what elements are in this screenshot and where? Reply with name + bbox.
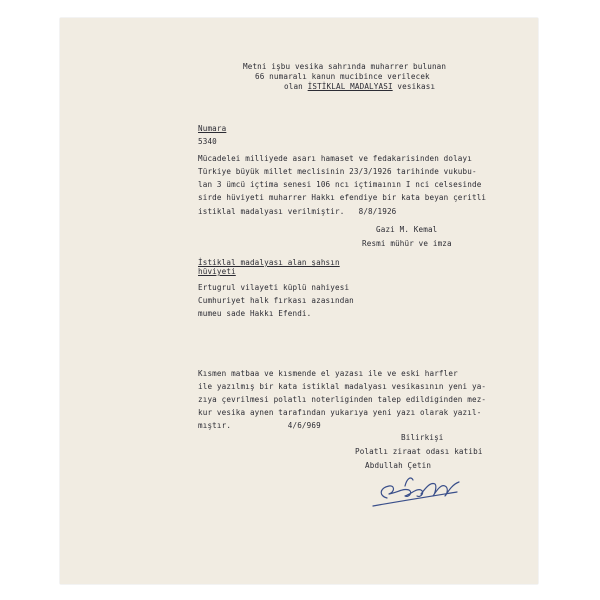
signatory2-line-3: Abdullah Çetin: [365, 461, 432, 470]
document-page: [60, 18, 538, 584]
paragraph1-line-3: lan 3 ümcü içtima senesi 106 ncı içtimaının I nci celsesinde: [198, 180, 482, 189]
signatory2-line-1: Bilirkişi: [401, 433, 444, 442]
paragraph1-line-5: istiklal madalyası verilmiştir. 8/8/1926: [198, 207, 397, 216]
header-line-2: 66 numaralı kanun mucibince verilecek: [255, 72, 430, 81]
signatory1-name: Gazi M. Kemal: [376, 225, 438, 234]
paragraph2-line-3: zıya çevrilmesi polatlı noterliginden talep edildiginden mez-: [198, 395, 487, 404]
paragraph2-line-2: ile yazılmış bir kata istiklal madalyası vesikasının yeni ya-: [198, 382, 487, 391]
identity-line-2: Cumhuriyet halk fırkası azasından: [198, 296, 354, 305]
signatory2-line-2: Polatlı ziraat odası katibi: [355, 447, 483, 456]
signatory1-title: Resmi mühür ve imza: [362, 239, 452, 248]
paragraph1-line-4: sirde hüviyeti muharrer Hakkı efendiye bir kata beyan çeritli: [198, 193, 487, 202]
header-line-1: Metni işbu vesika sahrında muharrer bulunan: [243, 62, 447, 71]
handwritten-signature: [365, 468, 475, 516]
identity-title-2: hüviyeti: [198, 267, 236, 276]
paragraph1-line-1: Mücadelei milliyede asarı hamaset ve fedakarisinden dolayı: [198, 154, 472, 163]
header-prefix: olan: [284, 82, 303, 91]
number-label: Numara: [198, 124, 227, 133]
header-suffix: vesikası: [397, 82, 436, 91]
header-line-3: [284, 82, 435, 92]
identity-line-1: Ertugrul vilayeti küplü nahiyesi: [198, 283, 350, 292]
paragraph2-line-4: kur vesika aynen tarafından yukarıya yeni yazı olarak yazıl-: [198, 408, 482, 417]
identity-line-3: mumeu sade Hakkı Efendi.: [198, 309, 312, 318]
header-title: İSTİKLAL MADALYASI: [307, 82, 393, 91]
number-value: 5340: [198, 137, 217, 146]
paragraph2-line-5: mıştır. 4/6/969: [198, 421, 321, 430]
identity-title-1: İstiklal madalyası alan şahsın: [198, 258, 340, 267]
paragraph2-line-1: Kısmen matbaa ve kısmende el yazası ile ve eski harfler: [198, 369, 458, 378]
paragraph1-line-2: Türkiye büyük millet meclisinin 23/3/1926 tarihinde vukubu-: [198, 167, 477, 176]
